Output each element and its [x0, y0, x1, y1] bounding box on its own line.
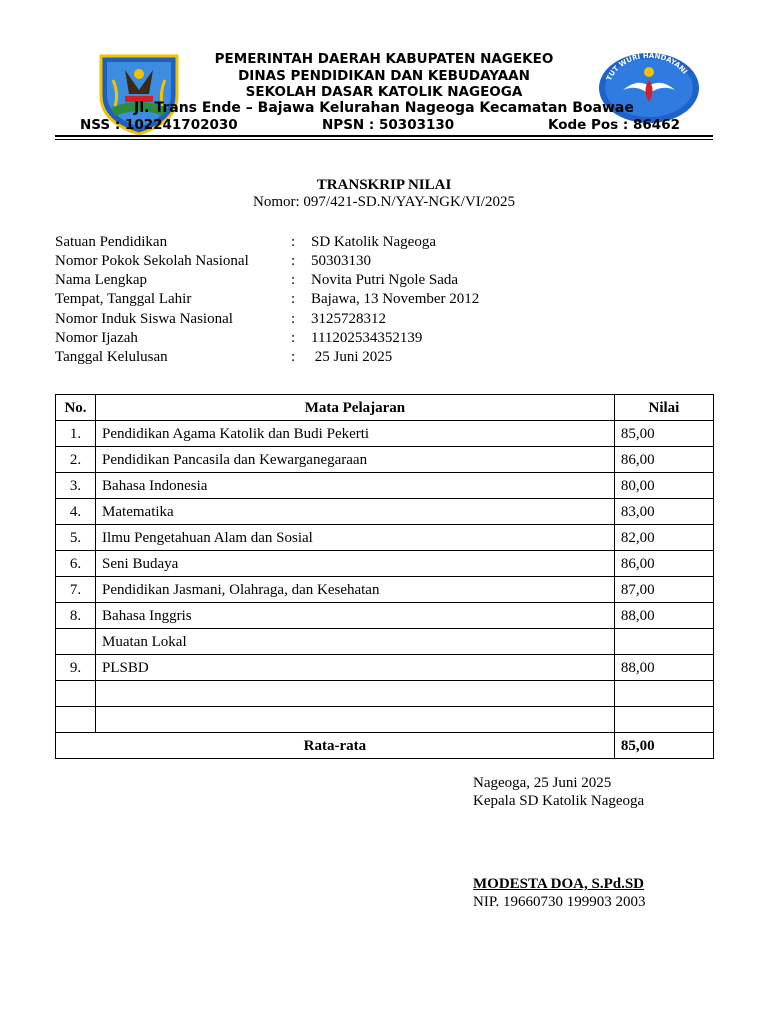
row-subject: Matematika — [96, 499, 615, 525]
document-title: TRANSKRIP NILAI — [316, 177, 452, 193]
info-value: SD Katolik Nageoga — [311, 234, 436, 250]
table-row — [56, 577, 714, 603]
info-label: Nomor Pokok Sekolah Nasional — [55, 253, 249, 269]
table-row — [56, 707, 714, 733]
row-number — [56, 707, 96, 733]
average-value: 85,00 — [614, 733, 713, 759]
info-label: Tanggal Kelulusan — [55, 349, 168, 365]
row-subject: Pendidikan Pancasila dan Kewarganegaraan — [96, 447, 615, 473]
info-separator: : — [291, 253, 296, 269]
info-label: Nomor Induk Siswa Nasional — [55, 311, 233, 327]
row-grade — [614, 681, 713, 707]
info-separator: : — [291, 349, 296, 365]
grades-table — [55, 394, 714, 759]
row-grade: 86,00 — [614, 447, 713, 473]
row-subject: Bahasa Indonesia — [96, 473, 615, 499]
letterhead-divider-thick — [55, 135, 713, 137]
row-number: 1. — [56, 421, 96, 447]
info-separator: : — [291, 311, 296, 327]
table-row — [56, 681, 714, 707]
header-grade: Nilai — [614, 395, 713, 421]
info-label: Satuan Pendidikan — [55, 234, 168, 250]
row-grade: 82,00 — [614, 525, 713, 551]
row-number: 2. — [56, 447, 96, 473]
row-grade: 88,00 — [614, 603, 713, 629]
average-label: Rata-rata — [56, 733, 615, 759]
table-row — [56, 603, 714, 629]
info-separator: : — [291, 234, 296, 250]
signature-place-date: Nageoga, 25 Juni 2025 — [473, 775, 612, 791]
row-number: 6. — [56, 551, 96, 577]
header-subject: Mata Pelajaran — [96, 395, 615, 421]
row-number: 8. — [56, 603, 96, 629]
row-number: 7. — [56, 577, 96, 603]
letterhead-government: PEMERINTAH DAERAH KABUPATEN NAGEKEO — [214, 51, 554, 67]
row-number: 3. — [56, 473, 96, 499]
row-grade: 87,00 — [614, 577, 713, 603]
info-value: 50303130 — [311, 253, 371, 269]
nss-code: NSS : 102241702030 — [80, 117, 238, 133]
table-header-row — [56, 395, 714, 421]
table-row — [56, 473, 714, 499]
row-grade: 80,00 — [614, 473, 713, 499]
average-row — [56, 733, 714, 759]
info-separator: : — [291, 330, 296, 346]
table-row — [56, 551, 714, 577]
signature-name: MODESTA DOA, S.Pd.SD — [473, 876, 645, 892]
row-grade: 85,00 — [614, 421, 713, 447]
row-grade: 88,00 — [614, 655, 713, 681]
row-subject: Seni Budaya — [96, 551, 615, 577]
table-row — [56, 499, 714, 525]
info-separator: : — [291, 272, 296, 288]
info-value: 111202534352139 — [311, 330, 423, 346]
header-no: No. — [56, 395, 96, 421]
row-subject: Muatan Lokal — [96, 629, 615, 655]
info-label: Nomor Ijazah — [55, 330, 138, 346]
letterhead-address: Jl. Trans Ende – Bajawa Kelurahan Nageoga Kecamatan Boawae — [134, 100, 634, 116]
postal-code: Kode Pos : 86462 — [548, 117, 680, 133]
info-label: Nama Lengkap — [55, 272, 148, 288]
row-grade: 83,00 — [614, 499, 713, 525]
svg-text:TUT WURI HANDAYANI: TUT WURI HANDAYANI — [605, 51, 689, 82]
signature-nip: NIP. 19660730 199903 2003 — [473, 894, 646, 910]
table-row — [56, 447, 714, 473]
row-subject: Bahasa Inggris — [96, 603, 615, 629]
row-subject — [96, 707, 615, 733]
row-number: 5. — [56, 525, 96, 551]
row-number: 4. — [56, 499, 96, 525]
info-label: Tempat, Tanggal Lahir — [55, 291, 192, 307]
document-number: Nomor: 097/421-SD.N/YAY-NGK/VI/2025 — [253, 194, 515, 210]
info-value: Bajawa, 13 November 2012 — [311, 291, 480, 307]
row-number: 9. — [56, 655, 96, 681]
row-subject — [96, 681, 615, 707]
info-value: 3125728312 — [311, 311, 386, 327]
letterhead-department: DINAS PENDIDIKAN DAN KEBUDAYAAN — [238, 68, 530, 84]
letterhead-codes — [0, 117, 768, 134]
row-subject: PLSBD — [96, 655, 615, 681]
table-row — [56, 655, 714, 681]
table-row — [56, 525, 714, 551]
row-subject: Pendidikan Agama Katolik dan Budi Pekerti — [96, 421, 615, 447]
row-subject: Pendidikan Jasmani, Olahraga, dan Kesehatan — [96, 577, 615, 603]
signature-position: Kepala SD Katolik Nageoga — [473, 793, 645, 809]
row-grade — [614, 629, 713, 655]
npsn-code: NPSN : 50303130 — [322, 117, 455, 133]
row-subject: Ilmu Pengetahuan Alam dan Sosial — [96, 525, 615, 551]
letterhead-school-name: SEKOLAH DASAR KATOLIK NAGEOGA — [245, 84, 523, 100]
table-row — [56, 421, 714, 447]
row-grade: 86,00 — [614, 551, 713, 577]
info-value: 25 Juni 2025 — [311, 349, 393, 365]
info-value: Novita Putri Ngole Sada — [311, 272, 459, 288]
row-grade — [614, 707, 713, 733]
row-number — [56, 629, 96, 655]
table-row — [56, 629, 714, 655]
info-separator: : — [291, 291, 296, 307]
letterhead-divider-thin — [55, 139, 713, 140]
row-number — [56, 681, 96, 707]
